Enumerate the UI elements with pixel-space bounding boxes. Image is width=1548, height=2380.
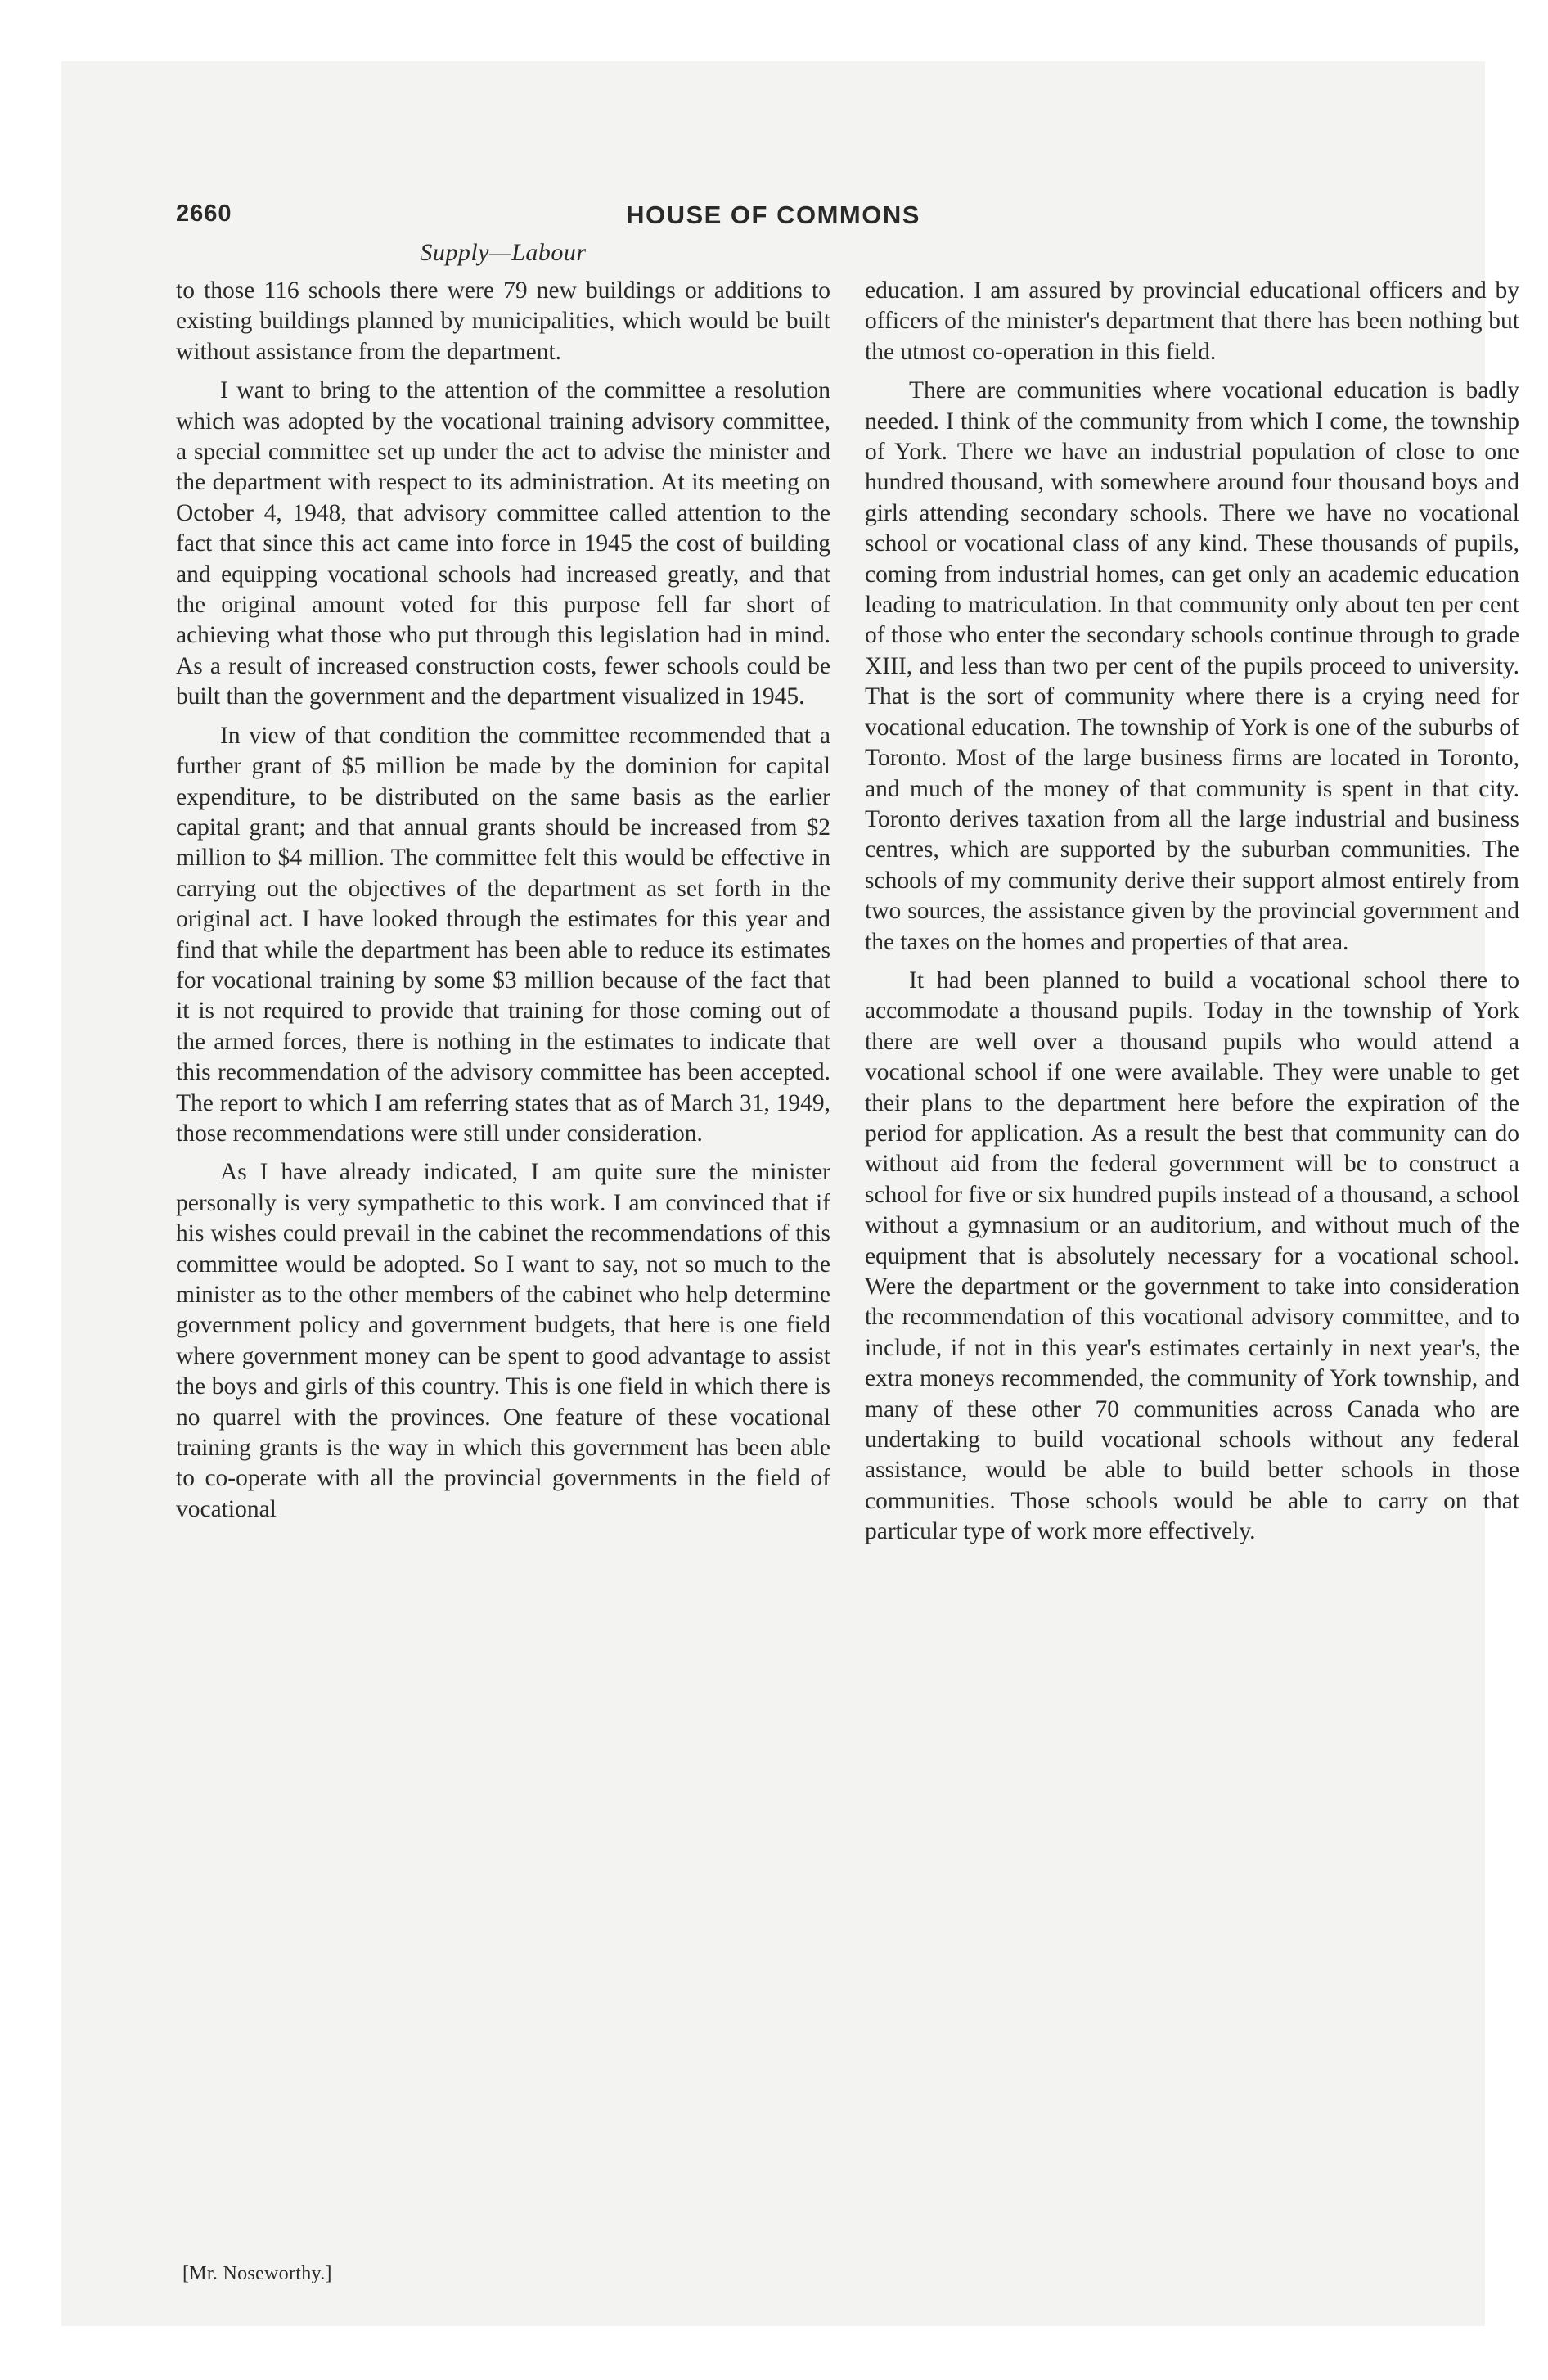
speaker-note: [Mr. Noseworthy.]	[182, 2263, 332, 2284]
section-heading: Supply—Labour	[420, 239, 587, 266]
running-head	[61, 201, 1485, 233]
left-column	[176, 276, 830, 1533]
page-number: 2660	[176, 201, 232, 227]
paragraph: There are communities where vocational education is badly needed. I think of the community from which I come, the township of York. There we have an industrial population of close to one hundred thousand, with somewhere around four thousand boys and girls attending secondary schools. There we have no vocational school or vocational class of any kind. These thousands of pupils, coming from industrial homes, can get only an academic education leading to matriculation. In that community only about ten per cent of those who enter the secondary schools continue through to grade XIII, and less than two per cent of the pupils proceed to university. That is the sort of community where there is a crying need for vocational education. The township of York is one of the suburbs of Toronto. Most of the large business firms are located in Toronto, and much of the money of that community is spent in that city. Toronto derives taxation from all the large industrial and business centres, which are supported by the suburban communities. The schools of my community derive their support almost entirely from two sources, the assistance given by the provincial government and the taxes on the homes and properties of that area.	[865, 377, 1519, 955]
paragraph: education. I am assured by provincial educational officers and by officers of the minister's department that there has been nothing but the utmost co-operation in this field.	[865, 277, 1519, 365]
document-page	[61, 61, 1519, 2326]
paragraph: It had been planned to build a vocational school there to accommodate a thousand pupils. Today in the township of York there are well over a thousand pupils who would attend a vocational school if one were available. They were unable to get their plans to the department here before the expiration of the period for application. As a result the best that community can do without aid from the federal government will be to construct a school for five or six hundred pupils instead of a thousand, a school without a gymnasium or an auditorium, and without much of the equipment that is absolutely necessary for a vocational school. Were the department or the government to take into consideration the recommendation of this vocational advisory committee, and to include, if not in this year's estimates certainly in next year's, the extra moneys recommended, the community of York township, and many of these other 70 communities across Canada who are undertaking to build vocational schools without any federal assistance, would be able to build better schools in those communities. Those schools would be able to carry on that particular type of work more effectively.	[865, 967, 1519, 1545]
paragraph: As I have already indicated, I am quite sure the minister personally is very sympathetic to this work. I am convinced that if his wishes could prevail in the cabinet the recommendations of this committee would be adopted. So I want to say, not so much to the minister as to the other members of the cabinet who help determine government policy and government budgets, that here is one field where government money can be spent to good advantage to assist the boys and girls of this country. This is one field in which there is no quarrel with the provinces. One feature of these vocational training grants is the way in which this government has been able to co-operate with all the provincial governments in the field of vocational	[176, 1159, 830, 1522]
paragraph: I want to bring to the attention of the committee a resolution which was adopted by the vocational training advisory committee, a special committee set up under the act to advise the minister and the department with respect to its administration. At its meeting on October 4, 1948, that advisory committee called attention to the fact that since this act came into force in 1945 the cost of building and equipping vocational schools had increased greatly, and that the original amount voted for this purpose fell far short of achieving what those who put through this legislation had in mind. As a result of increased construction costs, fewer schools could be built than the government and the department visualized in 1945.	[176, 377, 830, 710]
paragraph: In view of that condition the committee recommended that a further grant of $5 million be made by the dominion for capital expenditure, to be distributed on the same basis as the earlier capital grant; and that annual grants should be increased from $2 million to $4 million. The committee felt this would be effective in carrying out the objectives of the department as set forth in the original act. I have looked through the estimates for this year and find that while the department has been able to reduce its estimates for vocational training by some $3 million because of the fact that it is not required to provide that training for those coming out of the armed forces, there is nothing in the estimates to indicate that this recommendation of the advisory committee has been accepted. The report to which I am referring states that as of March 31, 1949, those recommendations were still under consideration.	[176, 722, 830, 1147]
paragraph: to those 116 schools there were 79 new buildings or additions to existing buildings planned by municipalities, which would be built without assistance from the department.	[176, 277, 830, 365]
journal-title: HOUSE OF COMMONS	[626, 201, 920, 229]
right-column	[865, 276, 1519, 1556]
